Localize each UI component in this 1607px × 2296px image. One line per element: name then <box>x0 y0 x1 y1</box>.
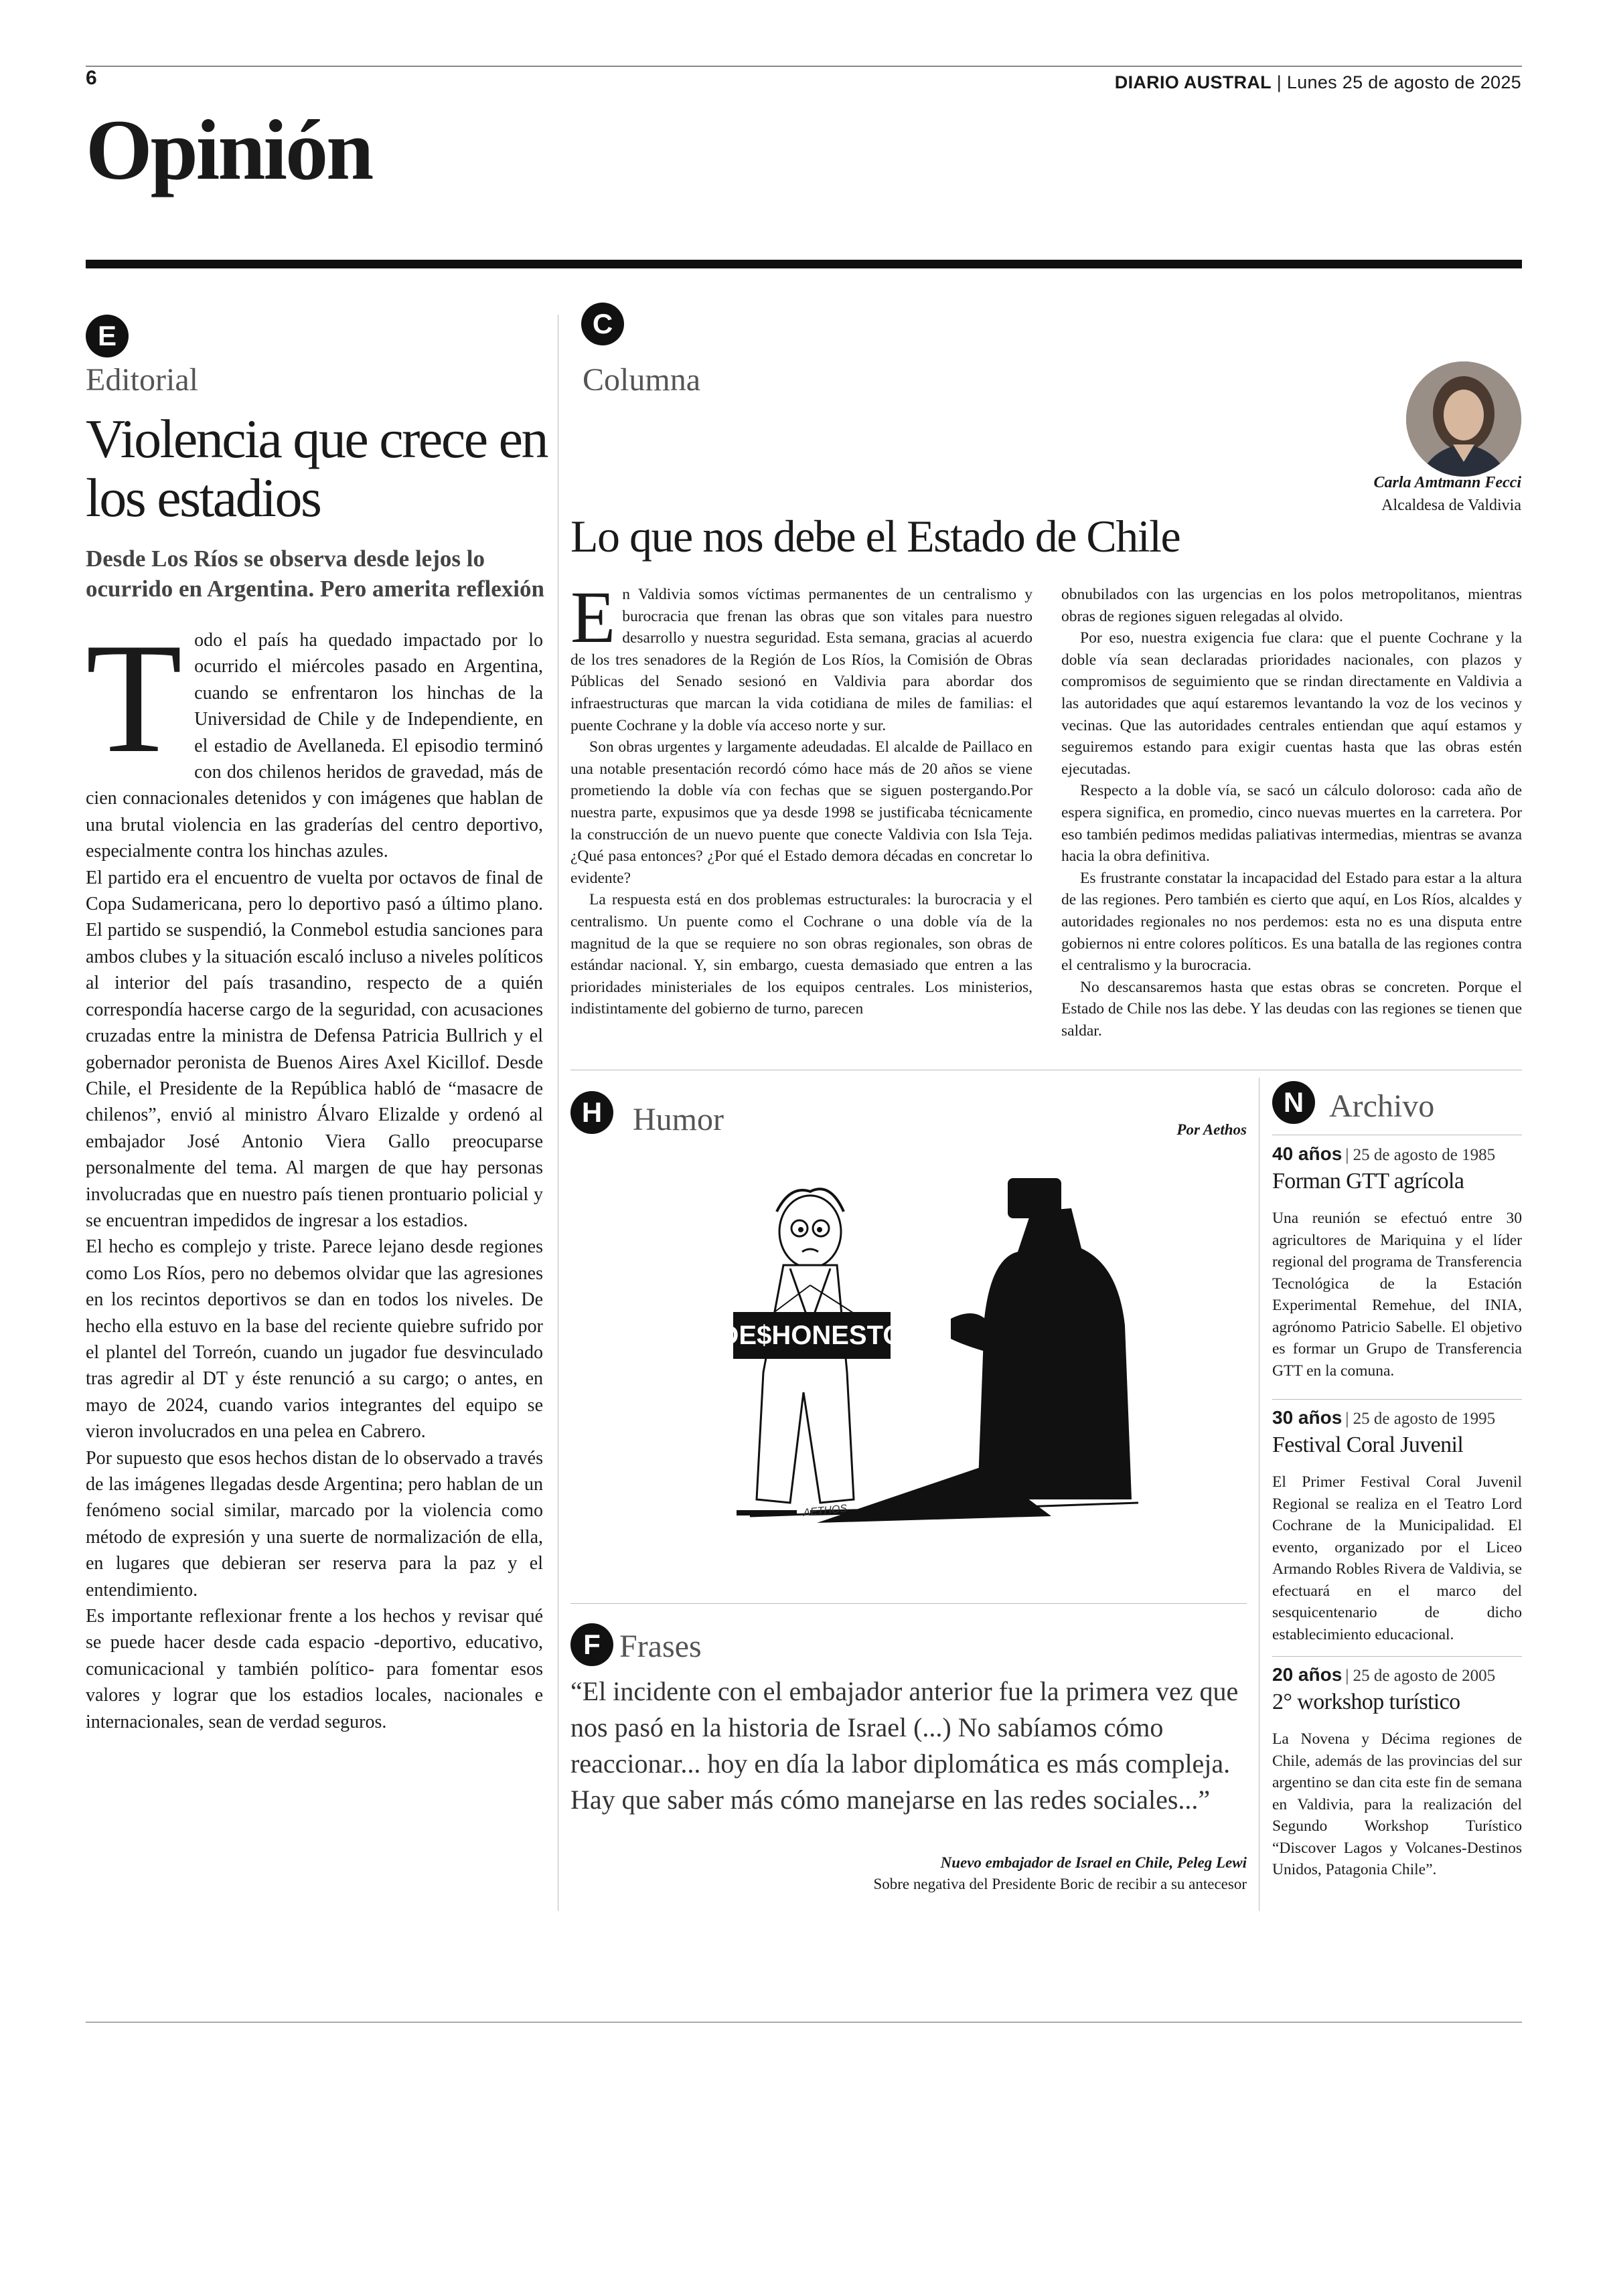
humor-cartoon <box>589 1151 1245 1566</box>
archive-title: Festival Coral Juvenil <box>1272 1432 1464 1457</box>
frases-badge: F <box>570 1623 613 1666</box>
top-hairline <box>86 66 1522 67</box>
bottom-rule <box>86 2022 1522 2023</box>
editorial-badge: E <box>86 315 129 357</box>
editorial-paragraph: Por supuesto que esos hechos distan de lo observado a través de las imágenes llegadas desde Argentina; pero hablan de un fenómeno social similar, marcado por la violencia como método de expresión y una suerte de normalización de ella, en lugares que debieran ser reserva para la paz y el entendimiento. <box>86 1447 543 1601</box>
column-title: Lo que nos debe el Estado de Chile <box>570 511 1180 562</box>
editorial-paragraph: Es importante reflexionar frente a los hechos y revisar qué se puede hacer desde cada espacio -deportivo, educativo, comunicacional y también político- para fomentar esos valores y lograr que los estadios locales, nacionales e internacionales, sean de verdad seguros. <box>86 1606 543 1732</box>
column-author: Carla Amtmann Fecci <box>1373 474 1521 491</box>
cartoon-illustration-icon <box>589 1151 1245 1566</box>
archive-years: 30 años <box>1272 1407 1343 1428</box>
archive-item: 40 años | 25 de agosto de 1985 Forman GTT agrícola Una reunión se efectuó entre 30 agricultores de Mariquina y el líder regional del programa de Transferencia Tecnológica de la Estación Experimental Remehue, del INIA, agrónomo Patricio Sabelle. El objetivo es formar un Grupo de Transferencia GTT en la comuna. <box>1272 1143 1522 1382</box>
masthead: DIARIO AUSTRAL | Lunes 25 de agosto de 2025 <box>1114 72 1521 92</box>
section-title: Opinión <box>86 102 372 197</box>
author-portrait-icon <box>1406 361 1521 477</box>
archive-title: Forman GTT agrícola <box>1272 1169 1464 1194</box>
editorial-paragraph: Todo el país ha quedado impactado por lo ocurrido el miércoles pasado en Argentina, cuando se enfrentaron los hinchas de la Universidad de Chile y de Independiente, en el estadio de Avellaneda. El episodio terminó con dos chilenos heridos de gravedad, más de cien connacionales detenidos y con imágenes que hablan de una brutal violencia en las graderías del centro deportivo, especialmente contra los hinchas azules. <box>86 611 543 862</box>
editorial-paragraph: El hecho es complejo y triste. Parece lejano desde regiones como Los Ríos, pero no debemos olvidar que las agresiones en los recintos deportivos se dan en todos los niveles. De hecho ella estuvo en la base del reciente quiebre sufrido por el plantel del Torreón, cuando un jugador fue desvinculado tras agredir al DT y éste renunció a su cargo; o antes, en mayo de 2024, cuando varios integrantes del equipo se vieron involucrados en una pelea en Cabrero. <box>86 1236 543 1443</box>
archive-item: 30 años | 25 de agosto de 1995 Festival Coral Juvenil El Primer Festival Coral Juvenil Regional se realiza en el Teatro Lord Cochrane de la Municipalidad. El evento, organizado por el Liceo Armando Robles Rivera de Valdivia, se efectuará en el marco del sesquicentenario de dicho establecimiento educacional. <box>1272 1407 1522 1645</box>
author-photo <box>1406 361 1521 477</box>
frases-quote: “El incidente con el embajador anterior fue la primera vez que nos pasó en la historia de Israel (...) No sabíamos cómo reaccionar... hoy en día la labor diplomática es más compleja. Hay que saber más cómo manejarse en las redes sociales...” <box>570 1676 1239 1815</box>
frases-context: Sobre negativa del Presidente Boric de recibir a su antecesor <box>873 1876 1247 1892</box>
editorial-headline: Violencia que crece en los estadios <box>86 408 548 528</box>
archive-rule <box>1272 1399 1522 1400</box>
humor-rule <box>570 1603 1247 1604</box>
column-paragraph: No descansaremos hasta que estas obras se concreten. Porque el Estado de Chile nos las debe. Y las deudas con las regiones se tienen que saldar. <box>1061 978 1522 1040</box>
archive-body: La Novena y Décima regiones de Chile, además de las provincias del sur argentino se dan cita este fin de semana en Valdivia, para la realización del Segundo Workshop Turístico “Discover Lagos y Volcanes-Destinos Unidos, Patagonia Chile”. <box>1272 1730 1522 1878</box>
page-number: 6 <box>86 67 97 89</box>
editorial-body <box>86 611 543 1735</box>
column-author-role: Alcaldesa de Valdivia <box>1381 497 1521 514</box>
frases-attribution: Nuevo embajador de Israel en Chile, Peleg Lewi <box>940 1854 1247 1871</box>
archivo-label: Archivo <box>1329 1088 1435 1124</box>
section-rule <box>86 260 1522 268</box>
column-paragraph: La respuesta está en dos problemas estructurales: la burocracia y el centralismo. Un puente como el Cochrane o una doble vía de la magnitud de la que se requiere no son obras regionales, son obras de estándar nacional. Y, sin embargo, cuesta demasiado que entren a las prioridades ministeriales de los equipos centrales. Los ministerios, indistintamente del gobierno de turno, parecen <box>570 891 1032 1018</box>
column-paragraph: Respecto a la doble vía, se sacó un cálculo doloroso: cada año de espera significa, en promedio, cinco nuevas muertes en la carretera. Por eso también pedimos medidas paliativas intermedias, mientras se avanza hacia la obra definitiva. <box>1061 782 1522 866</box>
archivo-badge: N <box>1272 1081 1315 1124</box>
archive-date: 25 de agosto de 1995 <box>1353 1410 1496 1428</box>
cartoon-signature: AETHOS <box>802 1503 848 1519</box>
masthead-date: Lunes 25 de agosto de 2025 <box>1286 72 1521 92</box>
column-body-right <box>1061 584 1522 1042</box>
column-dropcap: E <box>570 576 616 658</box>
archive-body: El Primer Festival Coral Juvenil Regional se realiza en el Teatro Lord Cochrane de la Municipalidad. El evento, organizado por el Liceo Armando Robles Rivera de Valdivia, se efectuará en el marco del sesquicentenario de dicho establecimiento educacional. <box>1272 1473 1522 1643</box>
column-badge: C <box>581 303 624 345</box>
frases-label: Frases <box>619 1629 702 1664</box>
column-paragraph: Por eso, nuestra exigencia fue clara: que el puente Cochrane y la doble vía sean declaradas prioridades nacionales, con plazos y compromisos de seguimiento que se rindan directamente en Valdivia a las autoridades que aquí estaremos levantando la voz de los vecinos y vecinas. Que las autoridades centrales entiendan que aquí estamos y seguiremos estando para exigir cuentas hasta que las obras estén ejecutadas. <box>1061 629 1522 778</box>
archive-item: 20 años | 25 de agosto de 2005 2° workshop turístico La Novena y Décima regiones de Chile, además de las provincias del sur argentino se dan cita este fin de semana en Valdivia, para la realización del Segundo Workshop Turístico “Discover Lagos y Volcanes-Destinos Unidos, Patagonia Chile”. <box>1272 1664 1522 1881</box>
archive-years: 20 años <box>1272 1664 1343 1685</box>
archive-date: 25 de agosto de 1985 <box>1353 1146 1496 1164</box>
archive-years: 40 años <box>1272 1143 1343 1164</box>
column-body-left <box>570 576 1032 1020</box>
column-label: Columna <box>583 362 700 398</box>
editorial-paragraph: El partido era el encuentro de vuelta por octavos de final de Copa Sudamericana, pero lo deportivo pasó a último plano. El partido se suspendió, la Conmebol estudia sanciones para ambos clubes y la situación escaló incluso a niveles políticos al interior del país trasandino, respecto de a quién correspondía hacerse cargo de la seguridad, con acusaciones cruzadas entre la ministra de Defensa Patricia Bullrich y el gobernador peronista de Buenos Aires Axel Kicillof. Desde Chile, el Presidente de la República habló de “masacre de chilenos”, envió al ministro Álvaro Elizalde y ordenó al embajador José Antonio Viera Gallo preocuparse personalmente del tema. Al margen de que hay personas involucradas que en nuestro país tienen prontuario policial y se encuentran impedidos de ingresar a los estadios. <box>86 867 543 1231</box>
humor-label: Humor <box>633 1102 724 1137</box>
humor-credit: Por Aethos <box>1176 1121 1247 1138</box>
editorial-dropcap: T <box>86 611 183 786</box>
column-paragraph: En Valdivia somos víctimas permanentes de un centralismo y burocracia que frenan las obras que son vitales para nuestro desarrollo y nuestra seguridad. Esta semana, gracias al acuerdo de los tres senadores de la Región de Los Ríos, la Comisión de Obras Públicas del Senado sesionó en Valdivia para abordar dos infraestructuras que marcan la vida cotidiana de miles de familias: el puente Cochrane y la doble vía acceso norte y sur. <box>570 576 1032 734</box>
masthead-paper: DIARIO AUSTRAL <box>1114 72 1272 92</box>
column-paragraph: Es frustrante constatar la incapacidad del Estado para estar a la altura de las regiones. Pero también es cierto que aquí, en Los Ríos, alcaldes y autoridades regionales no nos perdemos: esta no es una disputa entre gobiernos ni entre colores políticos. Es una batalla de las regiones contra el centralismo y la burocracia. <box>1061 869 1522 975</box>
humor-badge: H <box>570 1091 613 1134</box>
column-paragraph: Son obras urgentes y largamente adeudadas. El alcalde de Paillaco en una notable presentación recordó cómo hace más de 20 años se viene prometiendo la doble vía con fechas que se siguen postergando.Por nuestra parte, expusimos que ya desde 1998 se justificaba técnicamente la construcción de un nuevo puente que conecte Valdivia con Isla Teja. ¿Qué pasa entonces? ¿Por qué el Estado demora décadas en concretar lo evidente? <box>570 738 1032 887</box>
archive-rule <box>1272 1656 1522 1657</box>
archive-title: 2° workshop turístico <box>1272 1690 1460 1714</box>
column-paragraph: obnubilados con las urgencias en los polos metropolitanos, mientras obras de regiones siguen relegadas al olvido. <box>1061 586 1522 625</box>
editorial-deck: Desde Los Ríos se observa desde lejos lo ocurrido en Argentina. Pero amerita reflexión <box>86 546 544 602</box>
archive-body: Una reunión se efectuó entre 30 agricultores de Mariquina y el líder regional del programa de Transferencia Tecnológica de la Estación Experimental Remehue, del INIA, agrónomo Patricio Sabelle. El objetivo es formar un Grupo de Transferencia GTT en la comuna. <box>1272 1210 1522 1380</box>
cartoon-sign-text: DE$HONESTO <box>719 1321 904 1350</box>
archive-date: 25 de agosto de 2005 <box>1353 1667 1496 1685</box>
editorial-label: Editorial <box>86 362 198 398</box>
